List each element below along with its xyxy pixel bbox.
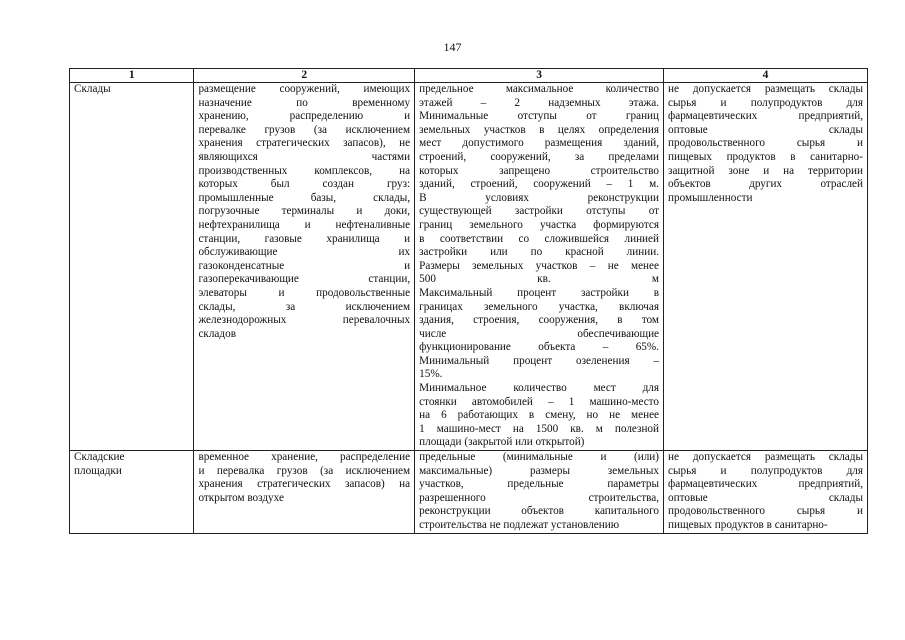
cell-line: стоянки автомобилей – 1 машино-место [419,395,660,408]
cell-line: участков, предельные параметры [419,478,660,491]
header-col-2: 2 [194,69,415,83]
cell-line: площадки [74,464,122,477]
cell-line: оптовые склады [668,123,863,136]
table-cell-4 [664,83,868,451]
header-col-3: 3 [415,69,664,83]
cell-line: границ земельного участка формируются [419,218,659,231]
cell-line: которых был создан груз: [198,178,411,191]
table-cell-3 [415,451,664,534]
table-cell-3 [415,83,664,451]
cell-line: 15%. [419,368,443,381]
cell-line: 500 кв. м [419,273,660,286]
table-row [70,83,868,451]
cell-line: защитной зоне и на территории [668,164,863,177]
cell-line: которых запрещено строительство [419,164,660,177]
cell-line: этажей – 2 надземных этажа. [419,96,660,109]
cell-line: оптовые склады [668,491,863,504]
cell-line: хранения стратегических запасов) на [198,478,411,491]
cell-line: временное хранение, распределение [198,451,411,464]
cell-line: железнодорожных перевалочных [198,314,411,327]
cell-line: промышленные базы, склады, [198,191,411,204]
table-cell-1 [70,83,194,451]
cell-line: продовольственного сырья и [668,137,863,150]
cell-line: В условиях реконструкции [419,191,660,204]
cell-line: Максимальный процент застройки в [419,286,660,299]
cell-line: газоконденсатные и [198,259,411,272]
page-number: 147 [443,40,462,54]
cell-line: продовольственного сырья и [668,505,863,518]
cell-line: границах земельного участка, включая [419,300,660,313]
cell-line: в соответствии со сложившейся линией [419,232,659,245]
cell-line: размещение сооружений, имеющих [198,83,411,95]
cell-line: Склады [74,83,111,95]
cell-line: на 6 работающих в смену, но не менее [419,409,660,422]
table-row [70,451,868,534]
cell-line: фармацевтических предприятий, [668,110,863,123]
cell-line: существующей застройки отступы от [419,205,660,218]
cell-line: застройки или по красной линии. [419,246,659,259]
cell-line: 1 машино-мест на 1500 кв. м полезной [419,422,660,435]
cell-line: разрешенного строительства, [419,491,660,504]
header-row [70,69,868,83]
cell-line: и перевалка грузов (за исключением [198,464,411,477]
cell-line: сырья и полупродуктов для [668,96,863,109]
header-col-1: 1 [70,69,194,83]
cell-line: здания, строения, сооружения, в том [419,314,660,327]
table-cell-1 [70,451,194,534]
cell-line: открытом воздухе [198,491,284,504]
cell-line: пищевых продуктов в санитарно- [668,519,828,531]
cell-line: функционирование объекта – 65%. [419,341,660,354]
cell-line: обслуживающие их [198,246,411,259]
cell-line: промышленности [668,191,753,204]
cell-line: сырья и полупродуктов для [668,464,863,477]
cell-line: не допускается размещать склады [668,83,863,95]
cell-line: пищевых продуктов в санитарно- [668,150,863,163]
cell-line: Минимальные отступы от границ [419,110,660,123]
cell-line: фармацевтических предприятий, [668,478,863,491]
header-col-4: 4 [664,69,868,83]
cell-line: склады, за исключением [198,300,411,313]
cell-line: нефтехранилища и нефтеналивные [198,218,411,231]
cell-line: погрузочные терминалы и доки, [198,205,411,218]
cell-line: складов [198,327,236,340]
cell-line: газоперекачивающие станции, [198,273,411,286]
cell-line: Размеры земельных участков – не менее [419,259,659,272]
cell-line: реконструкции объектов капитального [419,505,660,518]
cell-line: мест допустимого размещения зданий, [419,137,660,150]
cell-line: являющихся частями [198,150,411,163]
table-cell-2 [194,83,415,451]
cell-line: производственных комплексов, на [198,164,411,177]
cell-line: не допускается размещать склады [668,451,863,464]
cell-line: станции, газовые хранилища и [198,232,411,245]
cell-line: хранения стратегических запасов), не [198,137,411,150]
cell-line: объектов других отраслей [668,178,863,191]
cell-line: строительства не подлежат установлению [419,519,620,531]
cell-line: Минимальное количество мест для [419,382,660,395]
cell-line: назначение по временному [198,96,411,109]
cell-line: предельные (минимальные и (или) [419,451,659,464]
cell-line: Минимальный процент озеленения – [419,354,660,367]
cell-line: хранению, распределению и [198,110,411,123]
table-cell-4 [664,451,868,534]
cell-line: предельное максимальное количество [419,83,660,95]
cell-line: числе обеспечивающие [419,327,660,340]
cell-line: элеваторы и продовольственные [198,286,411,299]
table-cell-2 [194,451,415,534]
cell-line: зданий, строений, сооружений – 1 м. [419,178,659,191]
cell-line: площади (закрытой или открытой) [419,436,585,449]
cell-line: земельных участков в целях определения [419,123,659,136]
cell-line: максимальные) размеры земельных [419,464,660,477]
zoning-table [69,68,868,534]
cell-line: Складские [74,451,125,464]
cell-line: перевалке грузов (за исключением [198,123,411,136]
cell-line: строений, сооружений, за пределами [419,150,660,163]
